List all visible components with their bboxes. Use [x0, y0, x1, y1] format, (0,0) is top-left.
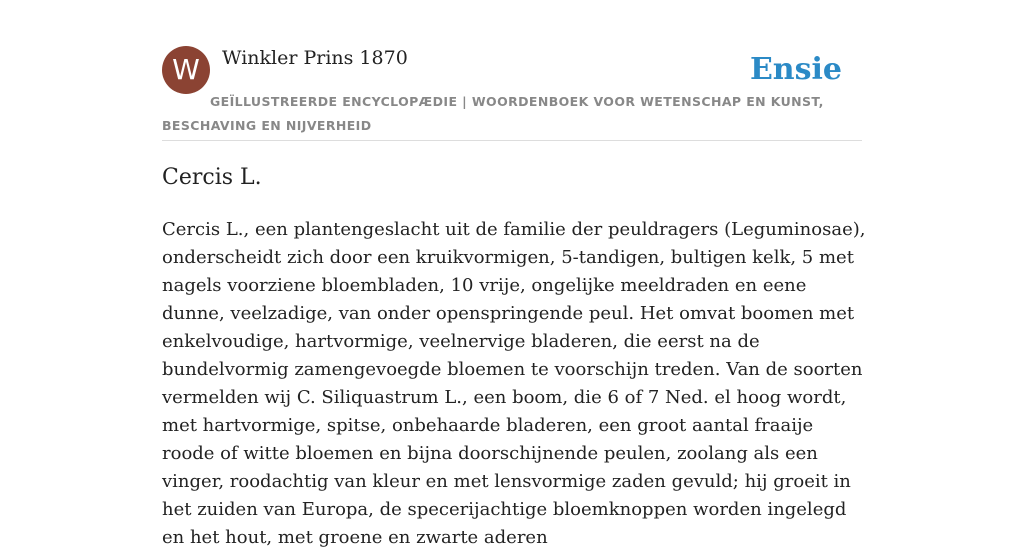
source-subtitle: GEÏLLUSTREERDE ENCYCLOPÆDIE | WOORDENBOEK VOOR WETENSCHAP EN KUNST, BESCHAVING EN NIJVERHEID	[162, 94, 824, 133]
entry-title: Cercis L.	[162, 165, 262, 190]
header	[162, 46, 862, 141]
entry-body: Cercis L., een plantengeslacht uit de familie der peuldragers (Leguminosae), onderscheidt zich door een kruikvormigen, 5-tandigen, bultigen kelk, 5 met nagels voorziene bloembladen, 10 vrije, ongelijke meeldraden en eene dunne, veelzadige, van onder openspringende peul. Het omvat boomen met enkelvoudige, hartvormige, veelnervige bladeren, die eerst na de bundelvormig zamengevoegde bloemen te voorschijn treden. Van de soorten vermelden wij C. Siliquastrum L., een boom, die 6 of 7 Ned. el hoog wordt, met hartvormige, spitse, onbehaarde bladeren, een groot aantal fraaije roode of witte bloemen en bijna doorschijnende peulen, zoolang als een vinger, roodachtig van kleur en met lensvormige zaden gevuld; hij groeit in het zuiden van Europa, de specerijachtige bloemknoppen worden ingelegd en het hout, met groene en zwarte aderen	[162, 219, 866, 548]
brand-logo[interactable]: Ensie	[749, 52, 842, 87]
avatar[interactable]: W	[162, 46, 210, 94]
source-title[interactable]: Winkler Prins 1870	[222, 47, 408, 69]
